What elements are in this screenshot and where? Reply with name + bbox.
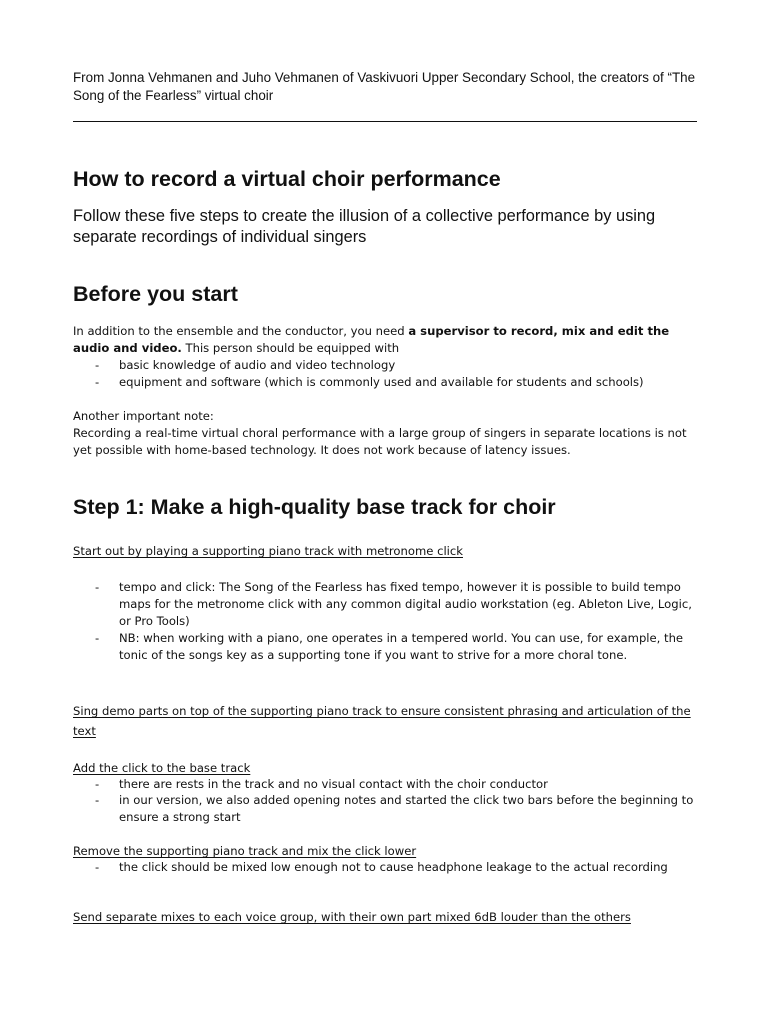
step1-items4 xyxy=(73,859,697,875)
header-divider xyxy=(73,121,697,122)
before-intro-text xyxy=(73,323,697,357)
list-item: - equipment and software (which is commonly used and available for students and schools) xyxy=(73,374,697,391)
list-item: - there are rests in the track and no visual contact with the choir conductor xyxy=(73,776,697,792)
before-intro-post: This person should be equipped with xyxy=(181,341,400,355)
step1-sub4 xyxy=(73,843,697,875)
step1-sub3-text: Add the click to the base track xyxy=(73,761,251,775)
step1-sub3 xyxy=(73,760,697,825)
attribution-header: From Jonna Vehmanen and Juho Vehmanen of Vaskivuori Upper Secondary School, the creators of “The Song of the Fearless” virtual choir xyxy=(73,70,696,103)
step1-items1 xyxy=(73,579,697,664)
step1-sub2-text: Sing demo parts on top of the supporting piano track to ensure consistent phrasing and articulation of the text xyxy=(73,704,691,738)
step1-sub5-text: Send separate mixes to each voice group, with their own part mixed 6dB louder than the others xyxy=(73,910,631,924)
step1-items3 xyxy=(73,776,697,825)
list-item: - in our version, we also added opening notes and started the click two bars before the beginning to ensure a strong start xyxy=(73,792,697,824)
step1-sub5 xyxy=(73,909,697,926)
note-label: Another important note: xyxy=(73,409,214,423)
before-heading: Before you start xyxy=(73,282,238,306)
before-note xyxy=(73,408,697,459)
before-list xyxy=(73,357,697,391)
step1-sub1 xyxy=(73,543,697,560)
step1-sub2 xyxy=(73,701,697,741)
step1-heading: Step 1: Make a high-quality base track for choir xyxy=(73,495,556,519)
before-intro-bold: a supervisor to record, mix and edit the audio and video. xyxy=(73,324,670,355)
list-item: - tempo and click: The Song of the Fearless has fixed tempo, however it is possible to build tempo maps for the metronome click with any common digital audio workstation (eg. Ableton Live, Logic, or Pro Tools) xyxy=(73,579,697,630)
before-intro-pre: In addition to the ensemble and the conductor, you need xyxy=(73,324,409,338)
page-subtitle: Follow these five steps to create the illusion of a collective performance by using separate recordings of individual singers xyxy=(73,207,656,246)
step1-sub1-text: Start out by playing a supporting piano track with metronome click xyxy=(73,544,463,558)
before-intro xyxy=(73,323,697,391)
list-item: - basic knowledge of audio and video technology xyxy=(73,357,697,374)
note-text: Recording a real-time virtual choral performance with a large group of singers in separate locations is not yet possible with home-based technology. It does not work because of latency issues. xyxy=(73,426,687,457)
list-item: - the click should be mixed low enough not to cause headphone leakage to the actual recording xyxy=(73,859,697,875)
step1-sub4-text: Remove the supporting piano track and mix the click lower xyxy=(73,844,417,858)
list-item: - NB: when working with a piano, one operates in a tempered world. You can use, for example, the tonic of the songs key as a supporting tone if you want to strive for a more choral tone. xyxy=(73,630,697,664)
step1-list1 xyxy=(73,579,697,664)
page-title: How to record a virtual choir performance xyxy=(73,167,501,191)
